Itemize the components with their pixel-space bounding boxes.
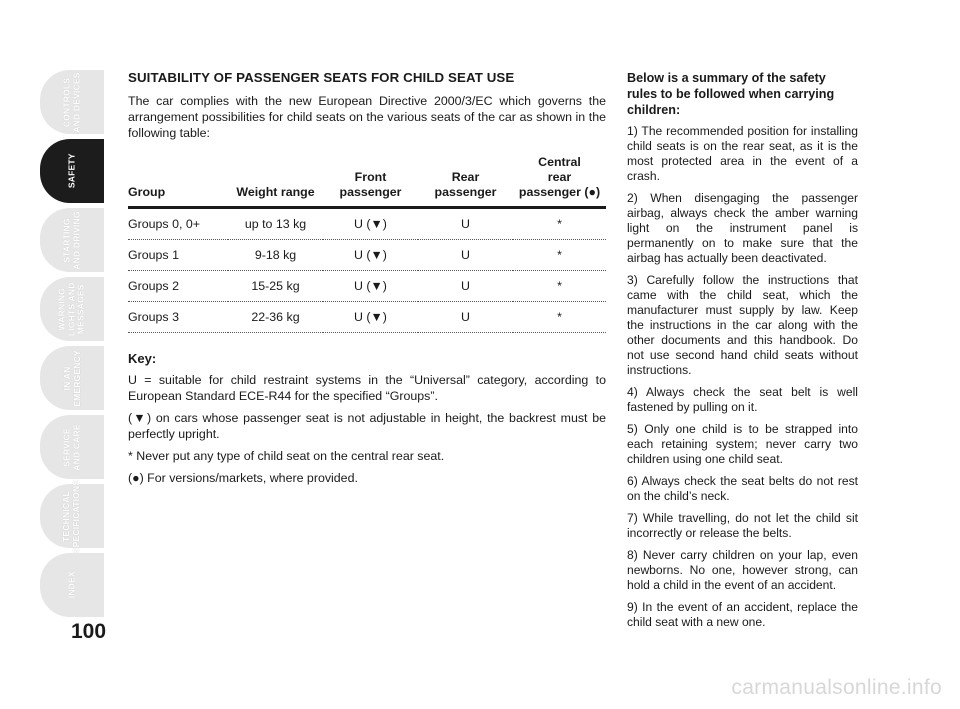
- safety-rule: 3) Carefully follow the instructions that came with the child seat, which the manufacturer must supply by law. Keep the instructions in the car along with the other documents and this handbook. Do not use second hand child seats without instructions.: [627, 273, 858, 377]
- tab-controls-and-devices[interactable]: [40, 70, 104, 134]
- tab-label: TECHNICAL SPECIFICATIONS: [61, 479, 82, 553]
- intro-paragraph: The car complies with the new European Directive 2000/3/EC which governs the arrangement possibilities for child seats on the various seats of the car as shown in the following table:: [128, 94, 606, 140]
- header-label: Group: [128, 185, 166, 199]
- table-row: [128, 208, 606, 240]
- key-item-central-seat: * Never put any type of child seat on the central rear seat.: [128, 449, 445, 463]
- table-row: [128, 302, 606, 333]
- safety-rule: 9) In the event of an accident, replace the child seat with a new one.: [627, 600, 858, 629]
- cell-weight: 9-18 kg: [254, 248, 297, 262]
- cell-group: Groups 1: [128, 248, 179, 262]
- cell-weight: 15-25 kg: [251, 279, 300, 293]
- header-weight-range: [228, 155, 323, 208]
- cell-weight: 22-36 kg: [251, 310, 300, 324]
- safety-rule: 7) While travelling, do not let the child sit incorrectly or release the belts.: [627, 511, 858, 540]
- watermark: carmanualsonline.info: [731, 676, 942, 699]
- tab-index[interactable]: [40, 553, 104, 617]
- page-number: 100: [71, 620, 107, 643]
- tab-label: INDEX: [66, 571, 77, 599]
- tab-warning-lights-and-messages[interactable]: [40, 277, 104, 341]
- cell-rear: U: [461, 217, 470, 231]
- cell-front: U (▼): [354, 217, 387, 231]
- safety-rule: 1) The recommended position for installing child seats is on the rear seat, as it is the most protected area in the event of a crash.: [627, 124, 858, 183]
- right-column: [627, 70, 858, 637]
- child-seat-suitability-table: [128, 155, 606, 333]
- table-row: [128, 271, 606, 302]
- cell-rear: U: [461, 248, 470, 262]
- tab-in-an-emergency[interactable]: [40, 346, 104, 410]
- key-item-universal: U = suitable for child restraint systems in the “Universal” category, according to European Standard ECE-R44 for the specified “Groups”.: [128, 373, 606, 403]
- tab-label: SAFETY: [66, 153, 77, 189]
- table-row: [128, 240, 606, 271]
- cell-central: *: [557, 310, 562, 324]
- section-title: SUITABILITY OF PASSENGER SEATS FOR CHILD SEAT USE: [128, 70, 515, 85]
- header-group: [128, 155, 228, 208]
- tab-label: CONTROLS AND DEVICES: [61, 71, 81, 133]
- tab-starting-and-driving[interactable]: [40, 208, 104, 272]
- header-central-rear-passenger: [513, 155, 606, 208]
- safety-rules-lead: Below is a summary of the safety rules to be followed when carrying children:: [627, 71, 835, 117]
- cell-rear: U: [461, 310, 470, 324]
- safety-rule: 5) Only one child is to be strapped into each retaining system; never carry two children using one child seat.: [627, 422, 858, 466]
- tab-technical-specifications[interactable]: [40, 479, 104, 553]
- key-title: Key:: [128, 351, 157, 366]
- key-item-backrest: (▼) on cars whose passenger seat is not adjustable in height, the backrest must be perfectly upright.: [128, 411, 606, 441]
- tab-label: SERVICE AND CARE: [61, 423, 81, 471]
- cell-weight: up to 13 kg: [244, 217, 307, 231]
- header-label: Weight range: [236, 185, 315, 199]
- tab-safety[interactable]: [40, 139, 104, 203]
- tab-label: WARNING LIGHTS AND MESSAGES: [56, 282, 86, 336]
- tab-label: IN AN EMERGENCY: [61, 349, 81, 407]
- cell-group: Groups 2: [128, 279, 179, 293]
- cell-front: U (▼): [354, 248, 387, 262]
- cell-central: *: [557, 217, 562, 231]
- header-label: Front passenger: [339, 170, 402, 199]
- cell-group: Groups 0, 0+: [128, 217, 200, 231]
- left-column: [128, 70, 606, 492]
- header-label: Central rear passenger (●): [518, 155, 601, 199]
- safety-rule: 2) When disengaging the passenger airbag, always check the amber warning light on the instrument panel is permanently on to make sure that the airbag has actually been deactivated.: [627, 191, 858, 265]
- cell-front: U (▼): [354, 310, 387, 324]
- cell-group: Groups 3: [128, 310, 179, 324]
- cell-central: *: [557, 279, 562, 293]
- header-front-passenger: [323, 155, 418, 208]
- table-header-row: [128, 155, 606, 208]
- tab-label: STARTING AND DRIVING: [61, 210, 81, 270]
- safety-rule: 4) Always check the seat belt is well fastened by pulling on it.: [627, 385, 858, 414]
- header-label: Rear passenger: [434, 170, 497, 199]
- tab-service-and-care[interactable]: [40, 415, 104, 479]
- key-item-versions: (●) For versions/markets, where provided.: [128, 471, 358, 485]
- cell-rear: U: [461, 279, 470, 293]
- safety-rule: 8) Never carry children on your lap, even newborns. No one, however strong, can hold a child in the event of an accident.: [627, 548, 858, 592]
- safety-rule: 6) Always check the seat belts do not rest on the child’s neck.: [627, 474, 858, 503]
- cell-front: U (▼): [354, 279, 387, 293]
- cell-central: *: [557, 248, 562, 262]
- header-rear-passenger: [418, 155, 513, 208]
